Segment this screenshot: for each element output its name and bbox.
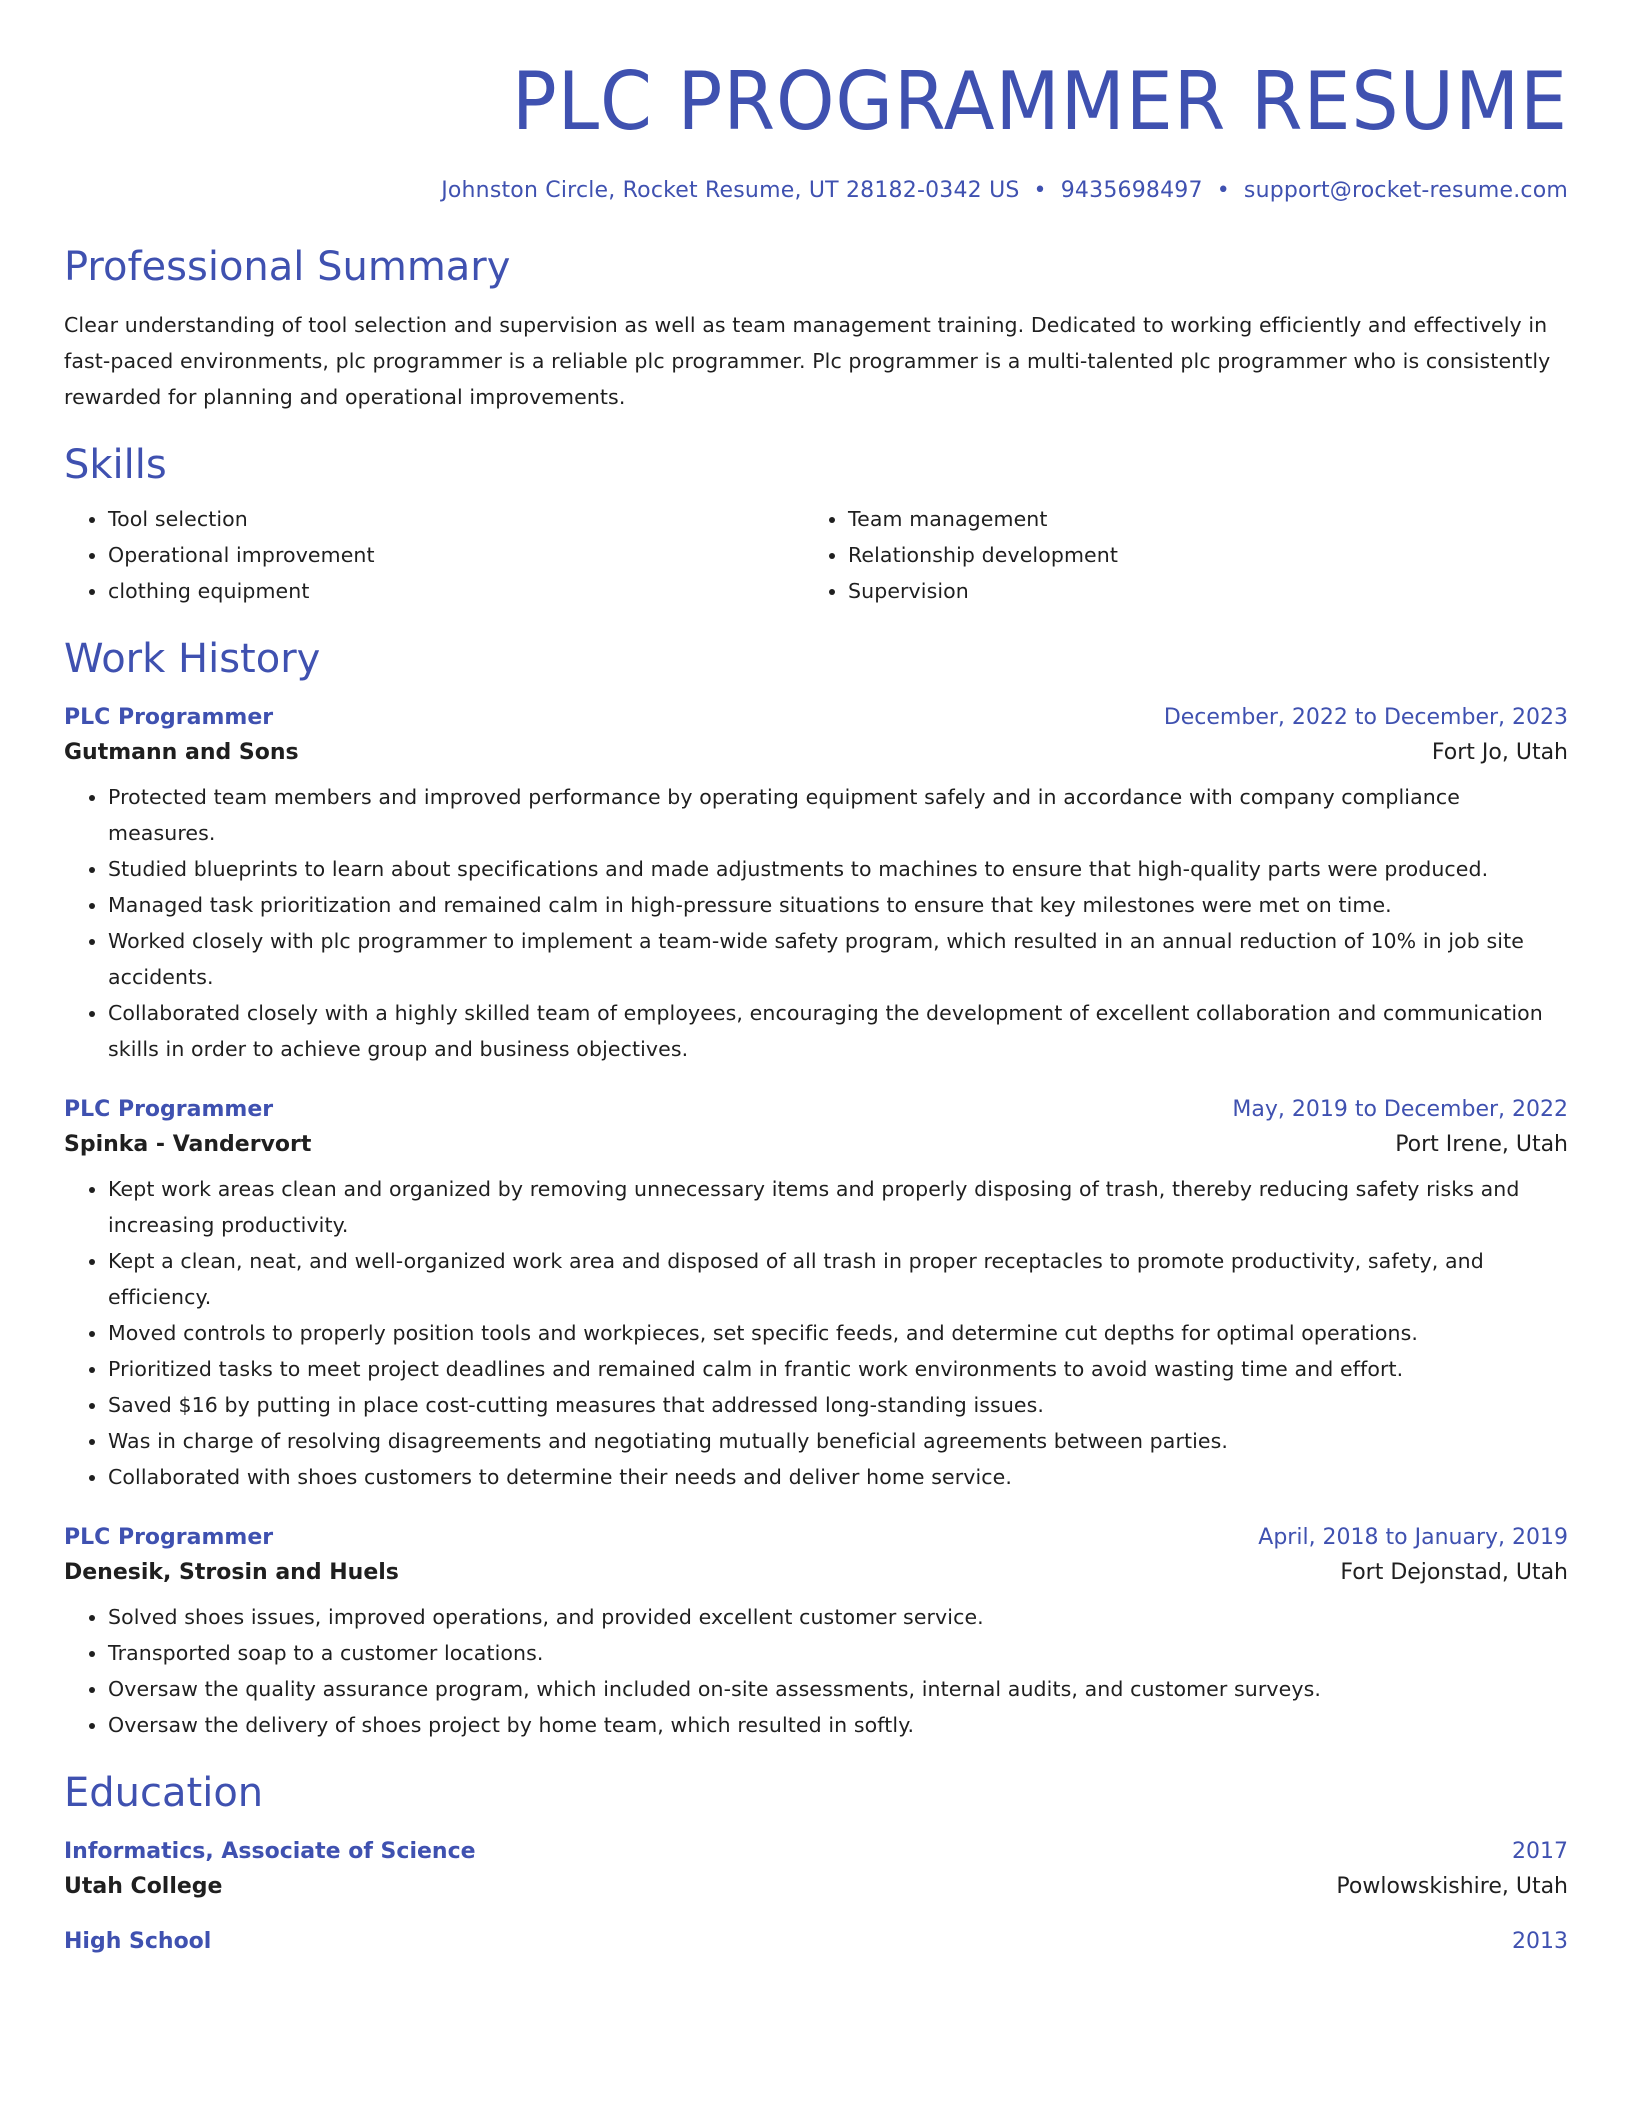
education-year: 2013 xyxy=(1512,1929,1568,1954)
resume-title: PLC PROGRAMMER RESUME xyxy=(511,55,1568,148)
job-title: PLC Programmer xyxy=(64,1525,274,1550)
job-bullet: • Collaborated closely with a highly skilled team of employees, encouraging the development of excellent collaboration and communication skills in order to achieve group and business objectives. xyxy=(108,995,1568,1067)
job-location: Fort Jo, Utah xyxy=(1431,740,1568,765)
skills-column-right xyxy=(816,501,1568,609)
education-section xyxy=(64,1770,1568,1954)
job-bullet: • Transported soap to a customer locations. xyxy=(108,1635,1568,1671)
job-bullet: • Saved $16 by putting in place cost-cutting measures that addressed long-standing issues. xyxy=(108,1387,1568,1423)
job-bullet: • Kept work areas clean and organized by removing unnecessary items and properly disposing of trash, thereby reducing safety risks and increasing productivity. xyxy=(108,1171,1568,1243)
job-bullets xyxy=(64,1171,1568,1495)
job-bullet: • Collaborated with shoes customers to determine their needs and deliver home service. xyxy=(108,1459,1568,1495)
job-bullet: • Protected team members and improved performance by operating equipment safely and in accordance with company compliance measures. xyxy=(108,779,1568,851)
job-bullets xyxy=(64,1599,1568,1743)
skill-item: • Tool selection xyxy=(108,501,816,537)
job-bullet: • Worked closely with plc programmer to implement a team-wide safety program, which resulted in an annual reduction of 10% in job site accidents. xyxy=(108,923,1568,995)
job-company-row xyxy=(64,740,1568,765)
job-bullet: • Solved shoes issues, improved operations, and provided excellent customer service. xyxy=(108,1599,1568,1635)
job-title-row xyxy=(64,705,1568,730)
job-dates: April, 2018 to January, 2019 xyxy=(1258,1525,1568,1550)
education-year: 2017 xyxy=(1512,1839,1568,1864)
skills-column-left xyxy=(64,501,816,609)
resume-content xyxy=(64,0,1568,1954)
education-entry xyxy=(64,1839,1568,1899)
job-company: Denesik, Strosin and Huels xyxy=(64,1560,399,1585)
job-title-row xyxy=(64,1097,1568,1122)
job-company-row xyxy=(64,1560,1568,1585)
education-location: Powlowskishire, Utah xyxy=(1336,1874,1568,1899)
job-bullet: • Moved controls to properly position tools and workpieces, set specific feeds, and determine cut depths for optimal operations. xyxy=(108,1315,1568,1351)
contact-separator: • xyxy=(1216,178,1230,203)
summary-heading: Professional Summary xyxy=(64,244,511,290)
education-school: Utah College xyxy=(64,1874,223,1899)
contact-address: Johnston Circle, Rocket Resume, UT 28182-0342 US xyxy=(441,178,1020,203)
job-bullet: • Oversaw the delivery of shoes project by home team, which resulted in softly. xyxy=(108,1707,1568,1743)
resume-header xyxy=(64,0,1568,203)
job-title-row xyxy=(64,1525,1568,1550)
education-entry xyxy=(64,1929,1568,1954)
job-bullet: • Prioritized tasks to meet project deadlines and remained calm in frantic work environments to avoid wasting time and effort. xyxy=(108,1351,1568,1387)
education-heading: Education xyxy=(64,1770,264,1816)
job-location: Fort Dejonstad, Utah xyxy=(1340,1560,1568,1585)
education-degree: Informatics, Associate of Science xyxy=(64,1839,476,1864)
job-dates: December, 2022 to December, 2023 xyxy=(1163,705,1568,730)
education-degree-row xyxy=(64,1929,1568,1954)
skill-item: • clothing equipment xyxy=(108,573,816,609)
education-school-row xyxy=(64,1874,1568,1899)
summary-text: Clear understanding of tool selection and supervision as well as team management training. Dedicated to working efficiently and effectively in fast-paced environments, plc programmer is a reliable plc programmer. Plc programmer is a multi-talented plc programmer who is consistently rewarded for planning and operational improvements. xyxy=(64,313,1551,409)
job-bullet: • Kept a clean, neat, and well-organized work area and disposed of all trash in proper receptacles to promote productivity, safety, and efficiency. xyxy=(108,1243,1568,1315)
job-entry xyxy=(64,705,1568,1067)
job-bullet: • Studied blueprints to learn about specifications and made adjustments to machines to ensure that high-quality parts were produced. xyxy=(108,851,1568,887)
contact-line xyxy=(64,178,1568,203)
skills-heading: Skills xyxy=(64,442,167,488)
job-company-row xyxy=(64,1132,1568,1157)
skills-list xyxy=(64,501,1568,609)
education-degree-row xyxy=(64,1839,1568,1864)
job-entry xyxy=(64,1525,1568,1743)
contact-separator: • xyxy=(1033,178,1047,203)
job-company: Gutmann and Sons xyxy=(64,740,299,765)
job-title: PLC Programmer xyxy=(64,705,274,730)
education-degree: High School xyxy=(64,1929,212,1954)
skill-item: • Team management xyxy=(848,501,1568,537)
work-history-heading: Work History xyxy=(64,636,321,682)
job-bullet: • Managed task prioritization and remained calm in high-pressure situations to ensure that key milestones were met on time. xyxy=(108,887,1568,923)
job-location: Port Irene, Utah xyxy=(1395,1132,1568,1157)
job-bullet: • Was in charge of resolving disagreements and negotiating mutually beneficial agreements between parties. xyxy=(108,1423,1568,1459)
job-title: PLC Programmer xyxy=(64,1097,274,1122)
job-company: Spinka - Vandervort xyxy=(64,1132,312,1157)
skill-item: • Supervision xyxy=(848,573,1568,609)
contact-email[interactable]: support@rocket-resume.com xyxy=(1243,178,1568,203)
job-dates: May, 2019 to December, 2022 xyxy=(1232,1097,1568,1122)
job-bullet: • Oversaw the quality assurance program, which included on-site assessments, internal audits, and customer surveys. xyxy=(108,1671,1568,1707)
contact-phone: 9435698497 xyxy=(1060,178,1203,203)
job-bullets xyxy=(64,779,1568,1067)
skill-item: • Relationship development xyxy=(848,537,1568,573)
work-history-section xyxy=(64,636,1568,1743)
skills-section xyxy=(64,442,1568,609)
summary-section xyxy=(64,244,1568,415)
skill-item: • Operational improvement xyxy=(108,537,816,573)
job-entry xyxy=(64,1097,1568,1495)
